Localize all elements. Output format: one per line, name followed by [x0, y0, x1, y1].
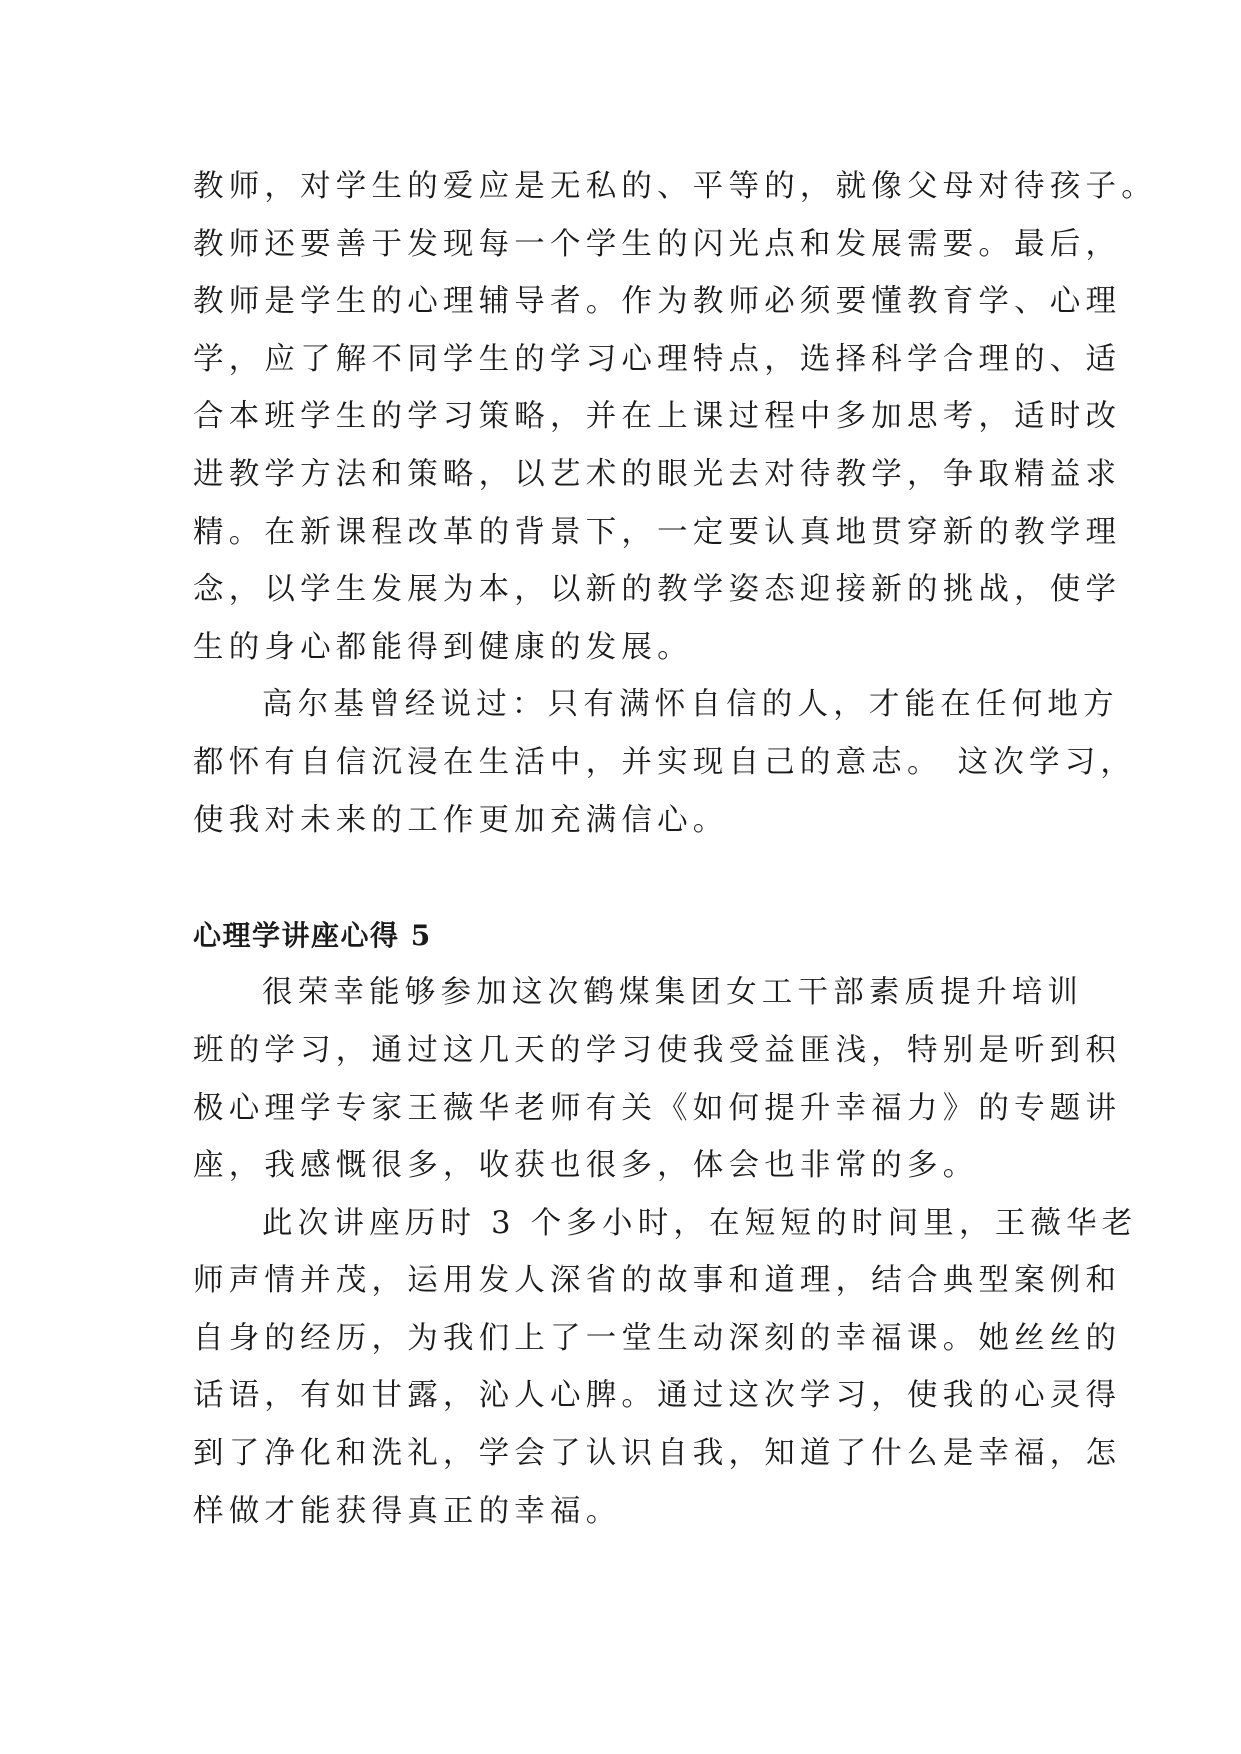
paragraph-teacher-role: [193, 158, 1157, 676]
text-line: 学，应了解不同学生的学习心理特点，选择科学合理的、适: [193, 341, 1122, 377]
text-line: 生的身心都能得到健康的发展。: [193, 629, 693, 665]
text-line: 精。在新课程改革的背景下，一定要认真地贯穿新的教学理: [193, 514, 1122, 550]
text-line: 座，我感慨很多，收获也很多，体会也非常的多。: [193, 1148, 979, 1184]
text-line: 教师，对学生的爱应是无私的、平等的，就像父母对待孩子。: [193, 169, 1157, 204]
text-line: 班的学习，通过这几天的学习使我受益匪浅，特别是听到积: [193, 1032, 1122, 1068]
paragraph-training-intro: [193, 964, 1122, 1194]
text-line: 样做才能获得真正的幸福。: [193, 1493, 622, 1529]
text-line: 高尔基曾经说过：只有满怀自信的人，才能在任何地方: [262, 687, 1119, 723]
text-line: 自身的经历，为我们上了一堂生动深刻的幸福课。她丝丝的: [193, 1320, 1122, 1356]
text-line: 都怀有自信沉浸在生活中，并实现自己的意志。 这次学习，: [193, 744, 1137, 780]
text-line: 极心理学专家王薇华老师有关《如何提升幸福力》的专题讲: [193, 1090, 1122, 1126]
paragraph-lecture-details: [193, 1195, 1138, 1541]
text-line: 师声情并茂，运用发人深省的故事和道理，结合典型案例和: [193, 1263, 1122, 1299]
paragraph-gorky-quote: [193, 676, 1137, 849]
text-line: 使我对未来的工作更加充满信心。: [193, 802, 729, 838]
text-line: 很荣幸能够参加这次鹤煤集团女工干部素质提升培训: [262, 975, 1084, 1011]
section-heading: 心理学讲座心得 5: [193, 918, 432, 952]
text-line: 教师是学生的心理辅导者。作为教师必须要懂教育学、心理: [193, 284, 1122, 320]
text-line: 进教学方法和策略，以艺术的眼光去对待教学，争取精益求: [193, 456, 1122, 492]
text-line: 到了净化和洗礼，学会了认识自我，知道了什么是幸福，怎: [193, 1436, 1122, 1472]
document-body: [193, 158, 1157, 1540]
text-line: 念，以学生发展为本，以新的教学姿态迎接新的挑战，使学: [193, 572, 1122, 608]
text-line: 合本班学生的学习策略，并在上课过程中多加思考，适时改: [193, 399, 1122, 435]
text-line: 教师还要善于发现每一个学生的闪光点和发展需要。最后，: [193, 226, 1122, 262]
text-line: 此次讲座历时 3 个多小时，在短短的时间里，王薇华老: [262, 1205, 1138, 1241]
text-line: 话语，有如甘露，沁人心脾。通过这次学习，使我的心灵得: [193, 1378, 1122, 1414]
